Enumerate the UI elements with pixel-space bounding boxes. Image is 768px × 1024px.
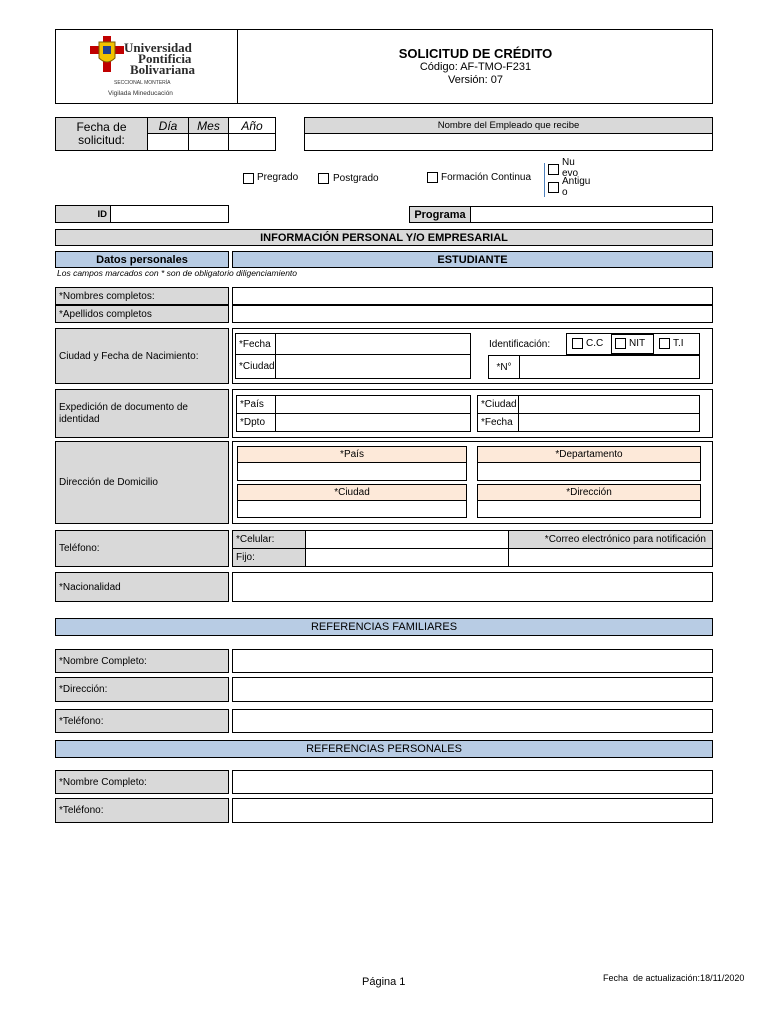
dom-pais-label: *País — [237, 446, 467, 463]
form-code: Código: AF-TMO-F231 — [419, 60, 532, 73]
ref-personales-header: REFERENCIAS PERSONALES — [55, 740, 713, 758]
logo-line5: Vigilada Mineducación — [108, 90, 173, 97]
pregrado-checkbox[interactable] — [243, 173, 254, 184]
shield-icon — [90, 36, 124, 72]
ref-fam-telefono-label: *Teléfono: — [55, 709, 229, 733]
celular-label: *Celular: — [232, 530, 306, 549]
ref-fam-direccion-input[interactable] — [232, 677, 713, 702]
nacionalidad-input[interactable] — [232, 572, 713, 602]
logo-line4: SECCIONAL MONTERÍA — [114, 80, 171, 86]
expedicion-ciudad-input[interactable] — [518, 395, 700, 414]
celular-input[interactable] — [305, 530, 509, 549]
mes-input[interactable] — [188, 133, 229, 151]
anio-label: Año — [228, 117, 276, 134]
empleado-input[interactable] — [304, 133, 713, 151]
cc-label: C.C — [586, 338, 604, 349]
expedicion-label: Expedición de documento de identidad — [55, 389, 229, 438]
cc-checkbox[interactable] — [572, 338, 583, 349]
logo-line1: Universidad — [124, 40, 192, 55]
dom-direccion-input[interactable] — [477, 500, 701, 518]
expedicion-ciudad-label: *Ciudad — [477, 395, 519, 414]
nombres-input[interactable] — [232, 287, 713, 305]
logo-line3: Bolivariana — [130, 62, 196, 77]
correo-label: *Correo electrónico para notificación — [508, 530, 713, 549]
dom-pais-input[interactable] — [237, 462, 467, 481]
dom-ciudad-input[interactable] — [237, 500, 467, 518]
correo-input[interactable] — [508, 548, 713, 567]
ref-fam-nombre-input[interactable] — [232, 649, 713, 673]
logo-line2: Pontificia — [138, 51, 192, 66]
estudiante-header: ESTUDIANTE — [232, 251, 713, 268]
dia-input[interactable] — [147, 133, 189, 151]
ref-per-nombre-label: *Nombre Completo: — [55, 770, 229, 794]
nacionalidad-label: *Nacionalidad — [55, 572, 229, 602]
empleado-label: Nombre del Empleado que recibe — [304, 117, 713, 134]
dom-departamento-input[interactable] — [477, 462, 701, 481]
fecha-nac-label: *Fecha — [235, 333, 276, 355]
nit-label: NIT — [629, 338, 646, 349]
id-input[interactable] — [110, 205, 229, 223]
ciudad-nac-input[interactable] — [275, 354, 471, 379]
formacion-label: Formación Continua — [441, 172, 532, 183]
programa-input[interactable] — [470, 206, 713, 223]
pregrado-label: Pregrado — [257, 172, 299, 183]
expedicion-fecha-label: *Fecha — [477, 413, 519, 432]
ti-label: T.I — [673, 338, 684, 349]
ref-fam-telefono-input[interactable] — [232, 709, 713, 733]
form-version: Versión: 07 — [447, 73, 504, 86]
antiguo-checkbox[interactable] — [548, 182, 559, 193]
university-logo — [88, 34, 198, 100]
page-number: Página 1 — [362, 976, 406, 988]
mes-label: Mes — [188, 117, 229, 134]
ref-per-telefono-label: *Teléfono: — [55, 798, 229, 823]
antiguo-label: Antiguo — [562, 176, 591, 198]
nit-checkbox[interactable] — [615, 338, 626, 349]
required-note: Los campos marcados con * son de obligatorio diligenciamiento — [57, 268, 298, 278]
nuevo-checkbox[interactable] — [548, 164, 559, 175]
expedicion-dpto-label: *Dpto — [236, 413, 276, 432]
fecha-solicitud-label: Fecha de solicitud: — [55, 117, 148, 151]
postgrado-checkbox[interactable] — [318, 173, 329, 184]
section-info-header: INFORMACIÓN PERSONAL Y/O EMPRESARIAL — [55, 229, 713, 246]
dom-departamento-label: *Departamento — [477, 446, 701, 463]
apellidos-input[interactable] — [232, 305, 713, 323]
ciudad-fecha-nac-label: Ciudad y Fecha de Nacimiento: — [55, 328, 229, 384]
ref-per-telefono-input[interactable] — [232, 798, 713, 823]
identificacion-label: Identificación: — [489, 339, 551, 350]
dom-direccion-label: *Dirección — [477, 484, 701, 501]
anio-input[interactable] — [228, 133, 276, 151]
fijo-label: Fijo: — [232, 548, 306, 567]
formacion-checkbox[interactable] — [427, 172, 438, 183]
nuevo-label: Nuevo — [562, 157, 579, 179]
ref-fam-direccion-label: *Dirección: — [55, 677, 229, 702]
direccion-domicilio-label: Dirección de Domicilio — [55, 441, 229, 524]
apellidos-label: *Apellidos completos — [55, 305, 229, 323]
expedicion-pais-input[interactable] — [275, 395, 471, 414]
form-title: SOLICITUD DE CRÉDITO — [398, 45, 553, 61]
ref-fam-nombre-label: *Nombre Completo: — [55, 649, 229, 673]
datos-personales-header: Datos personales — [55, 251, 229, 268]
ref-per-nombre-input[interactable] — [232, 770, 713, 794]
id-label: ID — [55, 205, 111, 223]
expedicion-fecha-input[interactable] — [518, 413, 700, 432]
expedicion-pais-label: *País — [236, 395, 276, 414]
expedicion-dpto-input[interactable] — [275, 413, 471, 432]
update-date: Fecha de actualización:18/11/2020 — [603, 973, 745, 983]
numero-input[interactable] — [519, 355, 700, 379]
nombres-label: *Nombres completos: — [55, 287, 229, 305]
telefono-label: Teléfono: — [55, 530, 229, 567]
ref-familiares-header: REFERENCIAS FAMILIARES — [55, 618, 713, 636]
dom-ciudad-label: *Ciudad — [237, 484, 467, 501]
ti-checkbox[interactable] — [659, 338, 670, 349]
fijo-input[interactable] — [305, 548, 509, 567]
ciudad-nac-label: *Ciudad — [235, 354, 276, 379]
dia-label: Día — [147, 117, 189, 134]
postgrado-label: Postgrado — [333, 173, 379, 184]
programa-label: Programa — [409, 206, 471, 223]
numero-label: *N° — [488, 355, 520, 379]
fecha-nac-input[interactable] — [275, 333, 471, 355]
options-divider — [544, 163, 545, 197]
